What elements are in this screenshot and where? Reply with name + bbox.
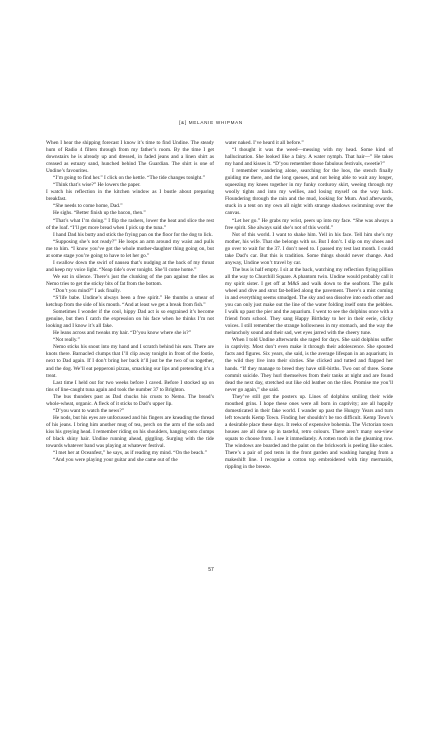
paragraph: The bus thunders past as Dad chucks his crusts to Nemo. The bread’s whole-wheat, organic. A fleck of it sticks to Dad’s upper lip. — [46, 393, 214, 407]
paragraph: “That’s what I’m doing.” I flip the rashers, lower the heat and slice the rest of the loaf. “I’ll get more bread when I pick up the tuna.” — [46, 217, 214, 231]
paragraph: water naked. I’ve heard it all before.” — [225, 140, 304, 146]
paragraph: They’ve still got the posters up. Lines of dolphins smiling their wide mouthed grins. I hope these ones were all born in captivity; are all happily domesticated in their fake world. I wander up past the Hungry Years and turn left towards Kemp Town. Finding her shouldn’t be too difficult. Kemp Town’s a desirable place these days. It reeks of expensive bohemia. The Victorian town houses are all done up in tasteful, retro colours. There aren’t many sea-view squats to choose from. I see it immediately. A rotten tooth in the gleaming row. The windows are boarded and the paint on the brickwork is peeling like scales. There’s a pair of pod tents in the front garden and washing hanging from a makeshift line. I recognise a cotton top embroidered with tiny mermaids, rippling in the breeze. — [225, 393, 393, 471]
paragraph: He sighs. “Better finish up the bacon, then.” — [53, 210, 146, 217]
paragraph: When I told Undine afterwards she raged for days. She said dolphins suffer in captivity. Most don’t even make it through their adolescence. She spouted facts and figures. Six years, she said, is the average lifespan in an aquarium; in the wild they live into their sixties. She clicked and tutted and flapped her hands. “If they manage to breed they have still-births. Two out of three. Some commit suicide. They hurl themselves from their tanks at night and are found dead the next day, stretched out like old leather on the tiles. Promise me you’ll never go again,” she said. — [225, 337, 393, 393]
page-number: 57 — [208, 567, 214, 573]
paragraph: We eat in silence. There’s just the clunking of the pan against the tiles as Nemo tries to get the sticky bits of fat from the bottom. — [46, 273, 214, 287]
paragraph: “Supposing she’s not ready?” He loops an arm around my waist and pulls me to him. “I know you’ve got the whole mother-daughter thing going on, but at some stage you’re going to have to let her go.” — [46, 238, 214, 259]
running-head: [&] MELANIE WHIPMAN — [179, 120, 243, 125]
paragraph: I remember wandering alone, searching for the loos, the stench finally guiding me there, and the long queues, and not being able to wait any longer, squeezing my knees together in my funky corduroy skirt, weeing through my woolly tights and into my wellies, and losing myself on the way back. Floundering through the rain and the mud, looking for Mum. And afterwards, stuck in a tent on my own all night with strange shadows swimming over the canvas. — [225, 168, 393, 217]
paragraph: “S’life babe. Undine’s always been a free spirit.” He thumbs a smear of ketchup from the side of his mouth. “And at least we get a break from fish.” — [46, 295, 214, 309]
left-text-column — [46, 140, 214, 464]
paragraph: “She needs to come home, Dad.” — [53, 203, 123, 210]
paragraph: “And you were playing your guitar and she came out of the — [53, 457, 178, 464]
paragraph: Last time I held out for two weeks before I caved. Before I stocked up on tins of line-caught tuna again and took the number 37 to Brighton. — [46, 379, 214, 393]
paragraph: I watch his reflection in the kitchen window as I bustle about preparing breakfast. — [46, 189, 214, 203]
paragraph: When I hear the shipping forecast I know it’s time to find Undine. The steady hum of Radio 4 filters through from my father’s room. By the time I get downstairs he is already up and dressed, in faded jeans and a linen shirt as creased as estuary sand, hunched behind The Guardian. The shirt is one of Undine’s favourites. — [46, 140, 214, 175]
paragraph: “Think that’s wise?” He lowers the paper. — [53, 182, 141, 189]
paragraph: “Let her go.” He grabs my wrist, peers up into my face. “She was always a free spirit. She always said she’s not of this world.” — [225, 217, 393, 231]
paragraph: “Not really.” — [53, 337, 80, 344]
paragraph: “I met her at Oceanfest,” he says, as if reading my mind. “On the beach.” — [53, 450, 207, 457]
paragraph: Not of this world. I want to shake him. Yell in his face. Tell him she’s my mother, his wife. That she belongs with us. But I don’t. I slip on my shoes and go over to wait for the 37. I don’t need to. I passed my test last month. I could take Dad’s car. But this is tradition. Some things should never change. And anyway, Undine won’t travel by car. — [225, 231, 393, 266]
paragraph: I hand Dad his butty and stick the frying pan on the floor for the dog to lick. — [53, 231, 213, 238]
paragraph: He nods, but his eyes are unfocussed and his fingers are kneading the thread of his jeans. I bring him another mug of tea, perch on the arm of the sofa and kiss his greying head. I remember riding on his shoulders, hanging onto clumps of black shiny hair. Undine running ahead, giggling. Surging with the tide towards whatever band was playing at whatever festival. — [46, 414, 214, 450]
paragraph: “I thought it was the weed—messing with my head. Some kind of hallucination. She looked like a fairy. A water nymph. That hair—” He takes my hand and kisses it. “D’you remember those fabulous festivals, sweetie?” — [225, 147, 393, 168]
paragraph: I swallow down the swirl of nausea that’s nudging at the back of my throat and keep my voice light. “Neap tide’s over tonight. She’ll come home.” — [46, 259, 214, 273]
paragraph: Nemo sticks his snout into my hand and I scratch behind his ears. There are knots there. Barnacled clumps that I’ll clip away tonight in front of the footie, next to Dad again. If I don’t bring her back it’ll just be the two of us together, and the dog. We’ll eat pepperoni pizzas, smacking our lips and pretending it’s a treat. — [46, 344, 214, 379]
paragraph: He leans across and tweaks my hair. “D’you know where she is?” — [53, 330, 191, 337]
paragraph: “Don’t you mind?” I ask finally. — [53, 287, 121, 294]
right-text-column — [225, 140, 393, 471]
paragraph: Sometimes I wonder if the cool, hippy Dad act is so engrained it’s become genuine, but then I catch the expression on his face when he thinks I’m not looking and I know it’s all fake. — [46, 309, 214, 330]
paragraph: “D’you want to watch the news?” — [53, 407, 124, 414]
paragraph: The bus is half empty. I sit at the back, watching my reflection flying pillion all the way to Churchill Square. A phantom twin. Undine would probably call it my spirit sister. I get off at M&S and walk down to the seafront. The gulls wheel and dive and strut fat-bellied along the pavement. There’s a mist coming in and everything seems smudged. The sky and sea dissolve into each other and you can only just make out the line of the water folding itself onto the pebbles. I walk up past the pier and the aquarium. I went to see the dolphins once with a friend from school. They sang Happy Birthday to her in their eerie, clicky voices. I still remember the strange hollowness in my stomach, and the way the melancholy sound and their sad, wet eyes jarred with the cheery tune. — [225, 266, 393, 337]
paragraph: “I’m going to find her.” I click on the kettle. “The tide changes tonight.” — [53, 175, 205, 182]
